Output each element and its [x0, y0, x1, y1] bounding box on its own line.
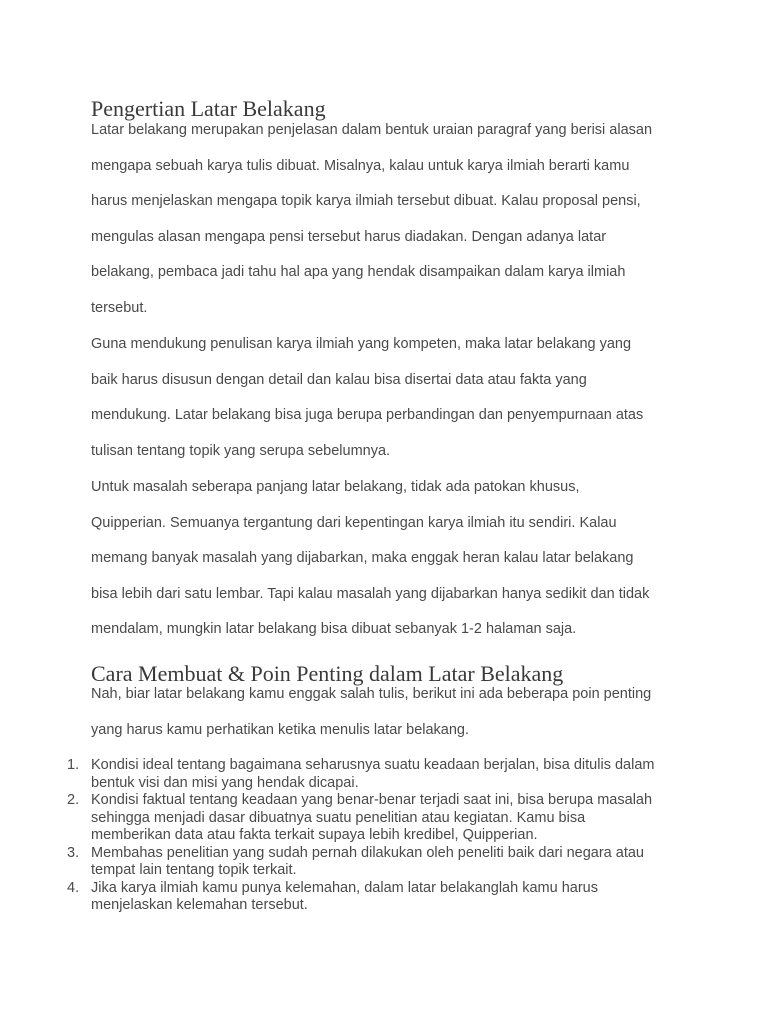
text-line: Kondisi ideal tentang bagaimana seharusnya suatu keadaan berjalan, bisa ditulis dalam — [91, 757, 655, 773]
list-number: 2. — [67, 792, 80, 808]
text-line: tulisan tentang topik yang serupa sebelumnya. — [91, 442, 391, 459]
text-line: memang banyak masalah yang dijabarkan, maka enggak heran kalau latar belakang — [91, 550, 634, 567]
points-list — [67, 757, 711, 915]
list-item — [67, 757, 711, 792]
text-line: belakang, pembaca jadi tahu hal apa yang hendak disampaikan dalam karya ilmiah — [91, 264, 626, 281]
list-number: 4. — [67, 879, 80, 896]
text-line: menjelaskan kelemahan tersebut. — [91, 897, 308, 913]
list-number: 1. — [67, 757, 80, 773]
text-line: sehingga menjadi dasar dibuatnya suatu penelitian atau kegiatan. Kamu bisa — [91, 809, 586, 826]
text-line: baik harus disusun dengan detail dan kalau bisa disertai data atau fakta yang — [91, 371, 587, 388]
section-heading-cara-membuat: Cara Membuat & Poin Penting dalam Latar Belakang — [91, 661, 564, 686]
text-line: Nah, biar latar belakang kamu enggak salah tulis, berikut ini ada beberapa poin penting — [91, 686, 652, 702]
text-line: Guna mendukung penulisan karya ilmiah yang kompeten, maka latar belakang yang — [91, 336, 632, 352]
text-line: mendalam, mungkin latar belakang bisa dibuat sebanyak 1-2 halaman saja. — [91, 621, 577, 638]
paragraph-intro — [91, 677, 711, 748]
list-item — [67, 844, 711, 880]
paragraph-length — [91, 470, 711, 648]
text-line: bentuk visi dan misi yang hendak dicapai. — [91, 774, 359, 791]
section-heading-pengertian: Pengertian Latar Belakang — [91, 96, 326, 121]
text-line: tersebut. — [91, 299, 148, 316]
list-number: 3. — [67, 844, 80, 861]
text-line: Untuk masalah seberapa panjang latar belakang, tidak ada patokan khusus, — [91, 479, 580, 495]
paragraph-support — [91, 327, 711, 469]
paragraph-definition — [91, 113, 711, 327]
text-line: mendukung. Latar belakang bisa juga berupa perbandingan dan penyempurnaan atas — [91, 407, 644, 424]
text-line: Jika karya ilmiah kamu punya kelemahan, dalam latar belakanglah kamu harus — [91, 879, 598, 896]
text-line: memberikan data atau fakta terkait supaya lebih kredibel, Quipperian. — [91, 827, 538, 843]
text-line: mengulas alasan mengapa pensi tersebut harus diadakan. Dengan adanya latar — [91, 228, 607, 245]
list-item — [67, 879, 711, 915]
list-item — [67, 792, 711, 845]
text-line: mengapa sebuah karya tulis dibuat. Misalnya, kalau untuk karya ilmiah berarti kamu — [91, 157, 630, 174]
text-line: Quipperian. Semuanya tergantung dari kepentingan karya ilmiah itu sendiri. Kalau — [91, 514, 617, 531]
text-line: Membahas penelitian yang sudah pernah dilakukan oleh peneliti baik dari negara atau — [91, 844, 644, 861]
text-line: yang harus kamu perhatikan ketika menulis latar belakang. — [91, 721, 470, 738]
text-line: tempat lain tentang topik terkait. — [91, 862, 297, 878]
text-line: harus menjelaskan mengapa topik karya ilmiah tersebut dibuat. Kalau proposal pensi, — [91, 193, 641, 210]
text-line: Kondisi faktual tentang keadaan yang benar-benar terjadi saat ini, bisa berupa masalah — [91, 792, 653, 808]
text-line: Latar belakang merupakan penjelasan dalam bentuk uraian paragraf yang berisi alasan — [91, 122, 653, 138]
text-line: bisa lebih dari satu lembar. Tapi kalau masalah yang dijabarkan hanya sedikit dan tidak — [91, 585, 650, 602]
